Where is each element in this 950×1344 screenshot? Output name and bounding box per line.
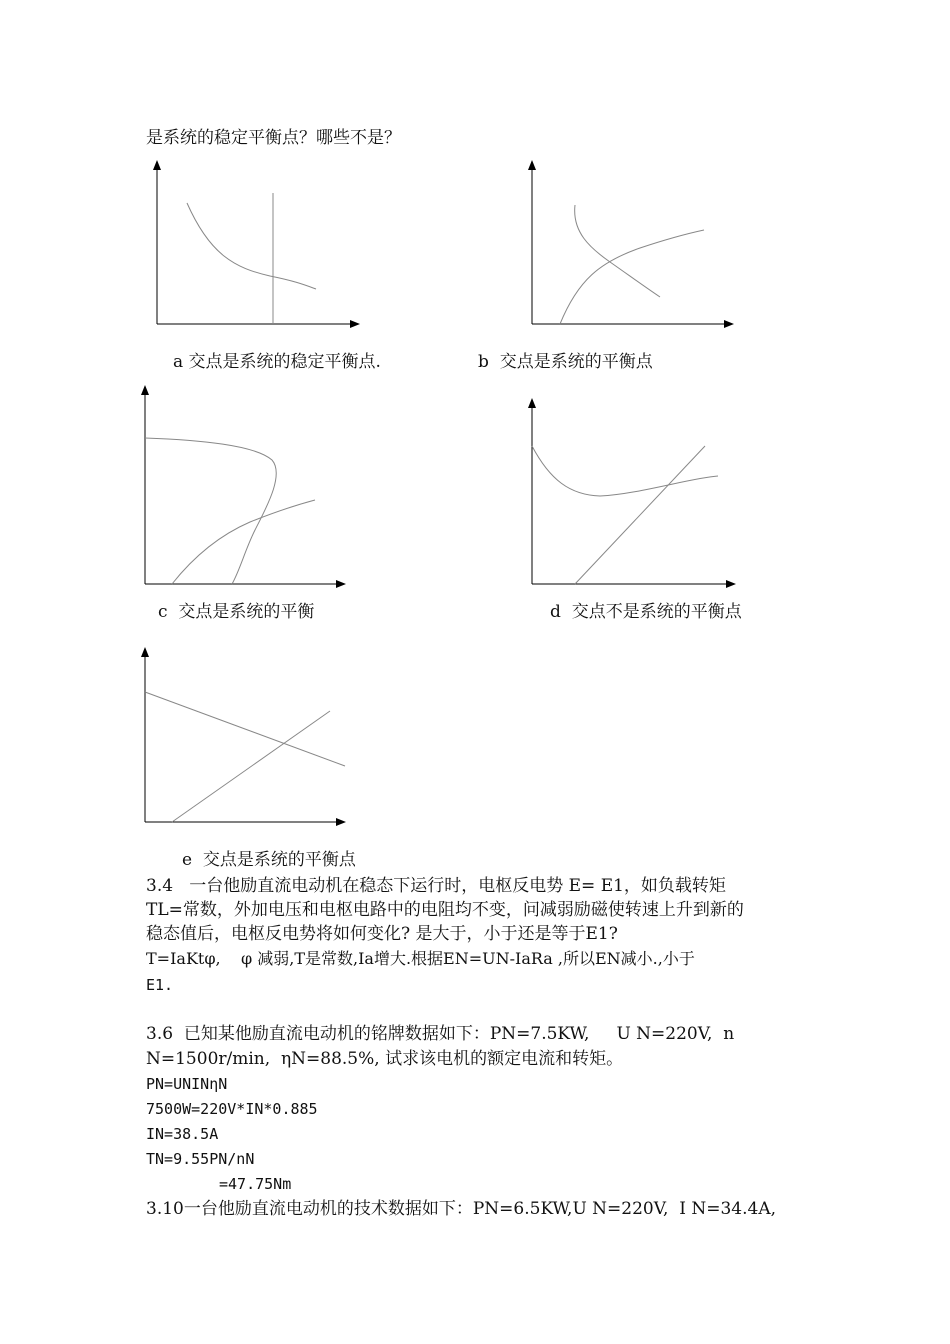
figure-e [141, 647, 346, 826]
figure-d [528, 398, 736, 588]
figure-c-curve-load [172, 500, 315, 584]
figure-d-y-arrow [528, 398, 536, 408]
figure-e-curve-load [172, 711, 330, 822]
caption-c: c 交点是系统的平衡 [158, 602, 315, 622]
q36-calc4: TN=9.55PN/nN [146, 1150, 255, 1168]
q34-answer-line2: E1. [146, 976, 174, 994]
figure-b [528, 160, 734, 328]
figure-a-x-arrow [350, 320, 360, 328]
figure-a [153, 160, 360, 328]
figure-b-curve-motor [575, 205, 660, 297]
q36-calc5: =47.75Nm [219, 1175, 292, 1193]
q34-answer-line1: T=IaKtφ, φ 减弱,T是常数,Ia增大.根据EN=UN-IaRa ,所以EN减小.,小于 [146, 949, 695, 968]
caption-e: e 交点是系统的平衡点 [182, 850, 356, 870]
figure-e-x-arrow [336, 818, 346, 826]
figure-a-y-arrow [153, 160, 161, 170]
figure-e-curve-motor [145, 692, 345, 766]
q310-line1: 3.10一台他励直流电动机的技术数据如下：PN=6.5KW,U N=220V, I N=34.4A, [146, 1199, 777, 1219]
figure-c-y-arrow [141, 385, 149, 395]
caption-b: b 交点是系统的平衡点 [478, 352, 653, 372]
figure-b-y-arrow [528, 160, 536, 170]
figure-b-x-arrow [724, 320, 734, 328]
q34-line2: TL=常数，外加电压和电枢电路中的电阻均不变，问减弱励磁使转速上升到新的 [146, 900, 744, 920]
figure-a-curve-motor [187, 203, 316, 289]
figure-c-curve-motor [145, 438, 276, 584]
figure-e-y-arrow [141, 647, 149, 657]
figure-d-curve-load [575, 446, 705, 584]
q36-calc2: 7500W=220V*IN*0.885 [146, 1100, 318, 1118]
q34-line1: 3.4 一台他励直流电动机在稳态下运行时，电枢反电势 E= E1，如负载转矩 [146, 876, 726, 896]
q34-line3: 稳态值后，电枢反电势将如何变化? 是大于，小于还是等于E1? [146, 924, 618, 944]
q36-calc3: IN=38.5A [146, 1125, 219, 1143]
figure-c [141, 385, 346, 588]
q36-line1: 3.6 已知某他励直流电动机的铭牌数据如下：PN=7.5KW, U N=220V, n [146, 1024, 735, 1044]
figure-c-x-arrow [336, 580, 346, 588]
q36-line2: N=1500r/min, ηN=88.5%, 试求该电机的额定电流和转矩。 [146, 1049, 624, 1069]
q36-calc1: PN=UNINηN [146, 1075, 228, 1093]
caption-a: a 交点是系统的稳定平衡点. [173, 352, 381, 372]
intro-question: 是系统的稳定平衡点？哪些不是？ [146, 128, 401, 148]
figure-d-x-arrow [726, 580, 736, 588]
caption-d: d 交点不是系统的平衡点 [550, 602, 742, 622]
figure-d-curve-motor [532, 446, 718, 496]
